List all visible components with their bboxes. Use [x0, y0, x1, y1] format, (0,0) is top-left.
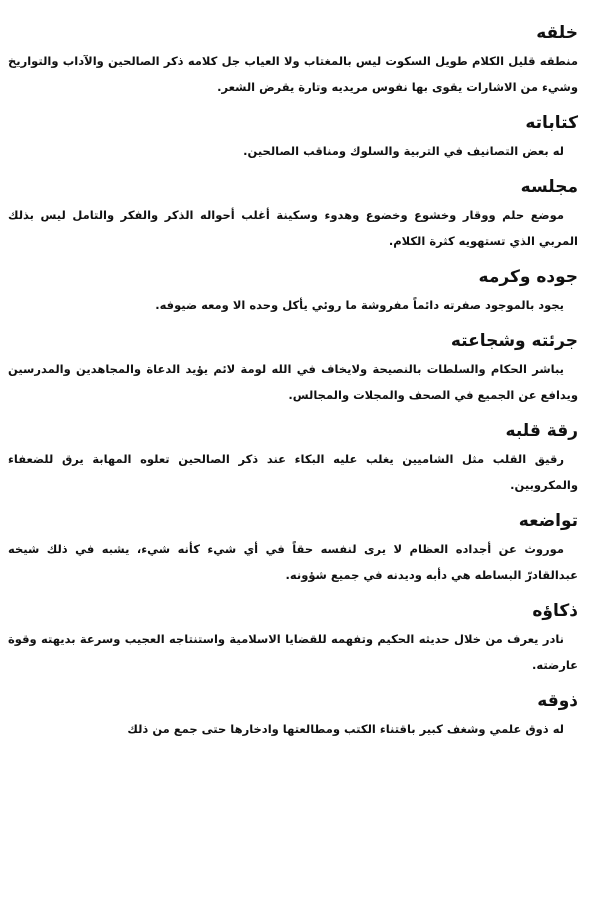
section-generosity [8, 266, 578, 318]
section-tenderness [8, 420, 578, 498]
section-intelligence [8, 600, 578, 678]
section-heading: رقة قلبه [505, 421, 578, 441]
section-body: له بعض التصانيف في التربية والسلوك ومناقب الصالحين. [243, 144, 564, 158]
section-gathering [8, 176, 578, 254]
section-heading: كتاباته [525, 113, 578, 133]
section-heading: مجلسه [520, 177, 578, 197]
section-body: موروث عن أجداده العظام لا يرى لنفسه حقاً في أي شيء كأنه شيء، يشبه في ذلك شيخه عبدالقادرّ البساطه هي دأبه وديدنه في جميع شؤونه. [8, 542, 578, 582]
section-body: نادر يعرف من خلال حديثه الحكيم وتفهمه للقضايا الاسلامية واستنتاجه العجيب وسرعة بديهته وقوة عارضته. [8, 632, 578, 672]
section-body: موضع حلم ووقار وخشوع وخضوع وهدوء وسكينة أغلب أحواله الذكر والفكر والتامل ليس بذلك المربي الذي تستهويه كثرة الكلام. [8, 208, 578, 248]
section-heading: ذكاؤه [532, 601, 578, 621]
section-body: يجود بالموجود صفرته دائماً مفروشة ما روئي يأكل وحده الا ومعه ضيوفه. [155, 298, 564, 312]
section-taste [8, 690, 578, 742]
section-heading: تواضعه [518, 511, 578, 531]
section-body: رقيق القلب مثل الشاميين يغلب عليه البكاء عند ذكر الصالحين تعلوه المهابة يرق للضعفاء والمكروبين. [8, 452, 578, 492]
section-humility [8, 510, 578, 588]
section-body: يباشر الحكام والسلطات بالنصيحة ولايخاف في الله لومة لائم يؤيد الدعاة والمجاهدين والمدرسين ويدافع عن الجميع في الصحف والمجلات والمجالس. [8, 362, 578, 402]
section-heading: ذوقه [537, 691, 578, 711]
section-heading: جرئته وشجاعته [450, 331, 578, 351]
section-body: له ذوق علمي وشغف كبير باقتناء الكتب ومطالعتها وادخارها حتى جمع من ذلك [127, 722, 564, 736]
section-character [8, 22, 578, 100]
section-heading: جوده وكرمه [478, 267, 578, 287]
section-heading: خلقه [536, 23, 578, 43]
section-body: منطقه قليل الكلام طويل السكوت ليس بالمغتاب ولا العياب جل كلامه ذكر الصالحين والآداب والتواريخ وشيء من الاشارات يقوى بها نفوس مريديه وتارة يقرض الشعر. [8, 54, 578, 94]
section-courage [8, 330, 578, 408]
section-writings [8, 112, 578, 164]
